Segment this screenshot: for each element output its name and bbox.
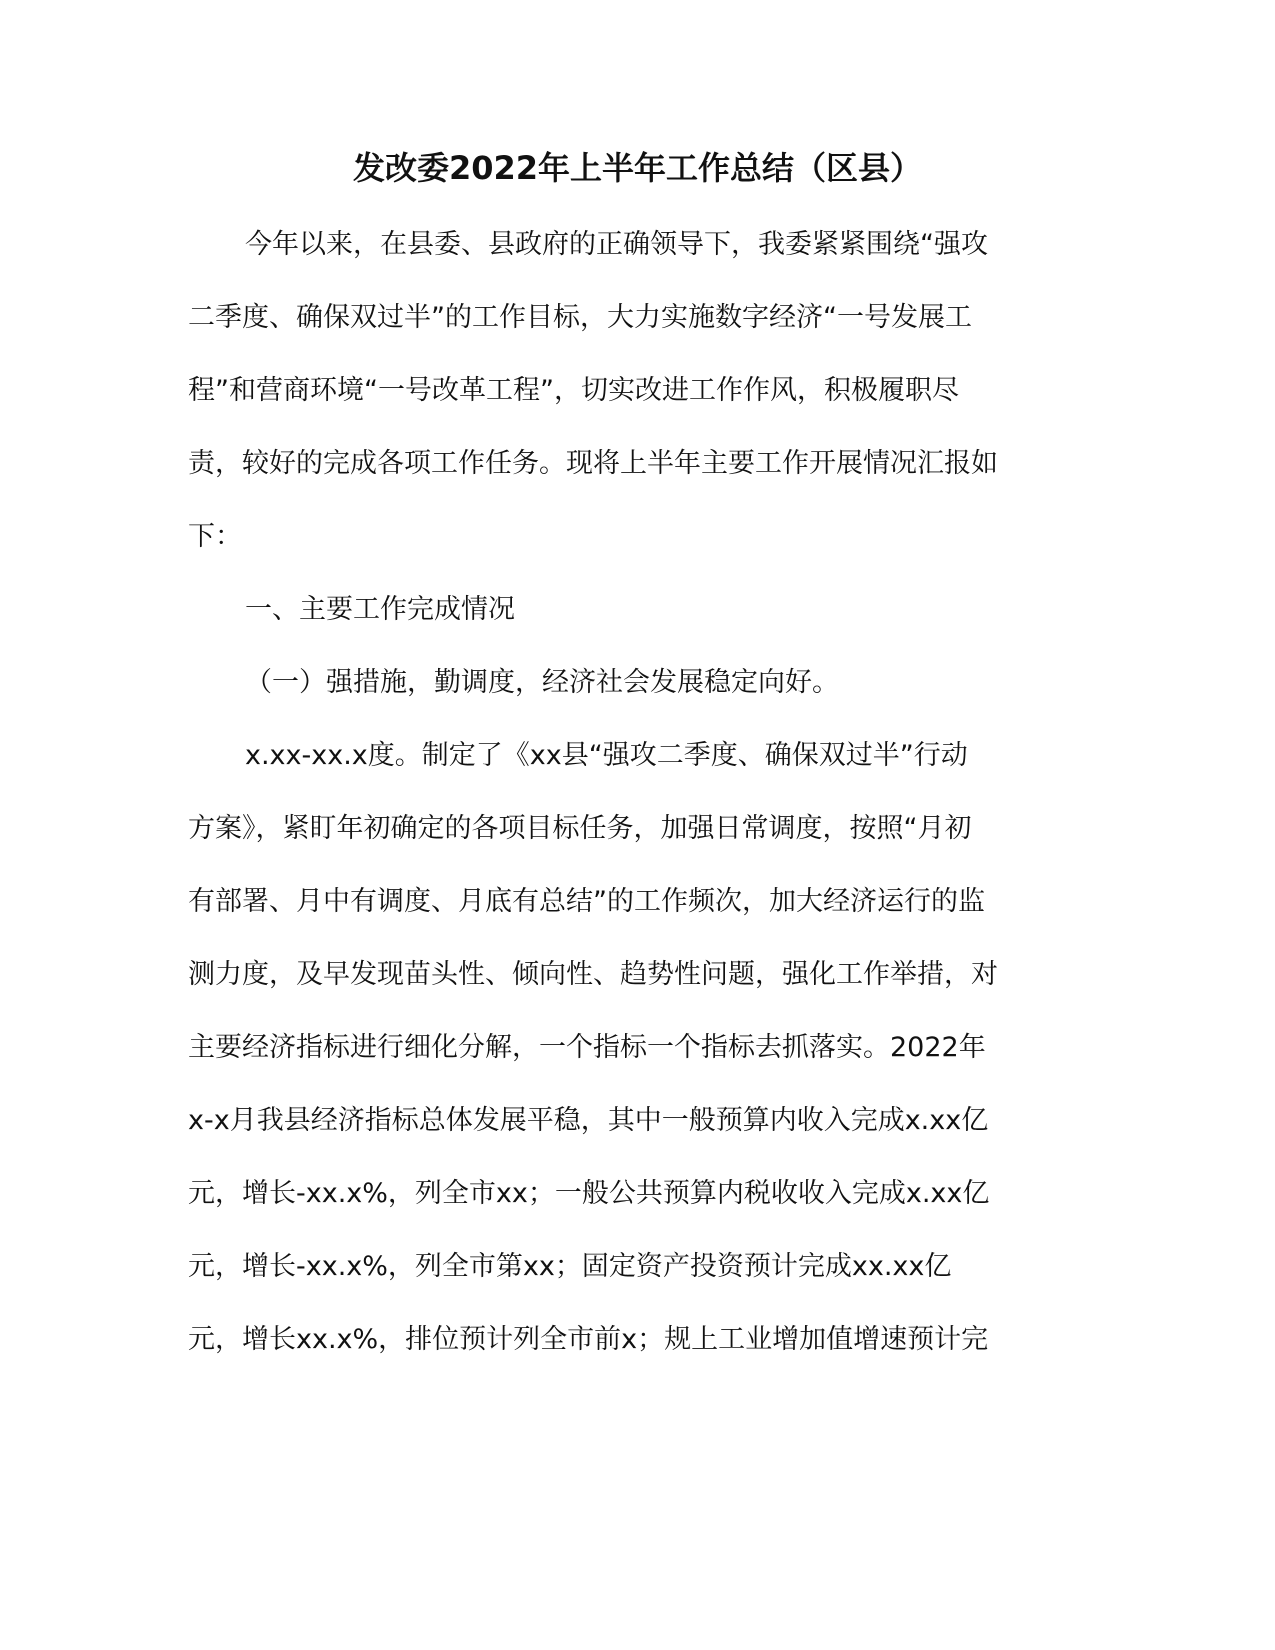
paragraph-2-line-8: 元，增长-xx.x%，列全市第xx；固定资产投资预计完成xx.xx亿 bbox=[188, 1251, 952, 1282]
paragraph-1-line-2: 二季度、确保双过半”的工作目标，大力实施数字经济“一号发展工 bbox=[188, 302, 972, 333]
section-heading-1: 一、主要工作完成情况 bbox=[245, 594, 515, 625]
paragraph-2-line-6: x-x月我县经济指标总体发展平稳，其中一般预算内收入完成x.xx亿 bbox=[188, 1105, 989, 1136]
paragraph-1-line-4: 责，较好的完成各项工作任务。现将上半年主要工作开展情况汇报如 bbox=[188, 448, 998, 479]
paragraph-1-line-3: 程”和营商环境“一号改革工程”，切实改进工作作风，积极履职尽 bbox=[188, 375, 959, 406]
paragraph-1-line-5: 下： bbox=[188, 521, 242, 552]
paragraph-2-line-5: 主要经济指标进行细化分解，一个指标一个指标去抓落实。2022年 bbox=[188, 1032, 986, 1063]
document-title: 发改委2022年上半年工作总结（区县） bbox=[352, 149, 923, 187]
paragraph-2-line-9: 元，增长xx.x%，排位预计列全市前x；规上工业增加值增速预计完 bbox=[188, 1324, 989, 1355]
paragraph-2-line-2: 方案》，紧盯年初确定的各项目标任务，加强日常调度，按照“月初 bbox=[188, 813, 972, 844]
paragraph-2-line-7: 元，增长-xx.x%，列全市xx；一般公共预算内税收收入完成x.xx亿 bbox=[188, 1178, 990, 1209]
paragraph-2-line-3: 有部署、月中有调度、月底有总结”的工作频次，加大经济运行的监 bbox=[188, 886, 985, 917]
paragraph-2-line-1: x.xx-xx.x度。制定了《xx县“强攻二季度、确保双过半”行动 bbox=[245, 740, 968, 771]
subsection-heading-1: （一）强措施，勤调度，经济社会发展稳定向好。 bbox=[245, 667, 839, 698]
paragraph-1-line-1: 今年以来，在县委、县政府的正确领导下，我委紧紧围绕“强攻 bbox=[245, 229, 988, 260]
paragraph-2-line-4: 测力度，及早发现苗头性、倾向性、趋势性问题，强化工作举措，对 bbox=[188, 959, 998, 990]
